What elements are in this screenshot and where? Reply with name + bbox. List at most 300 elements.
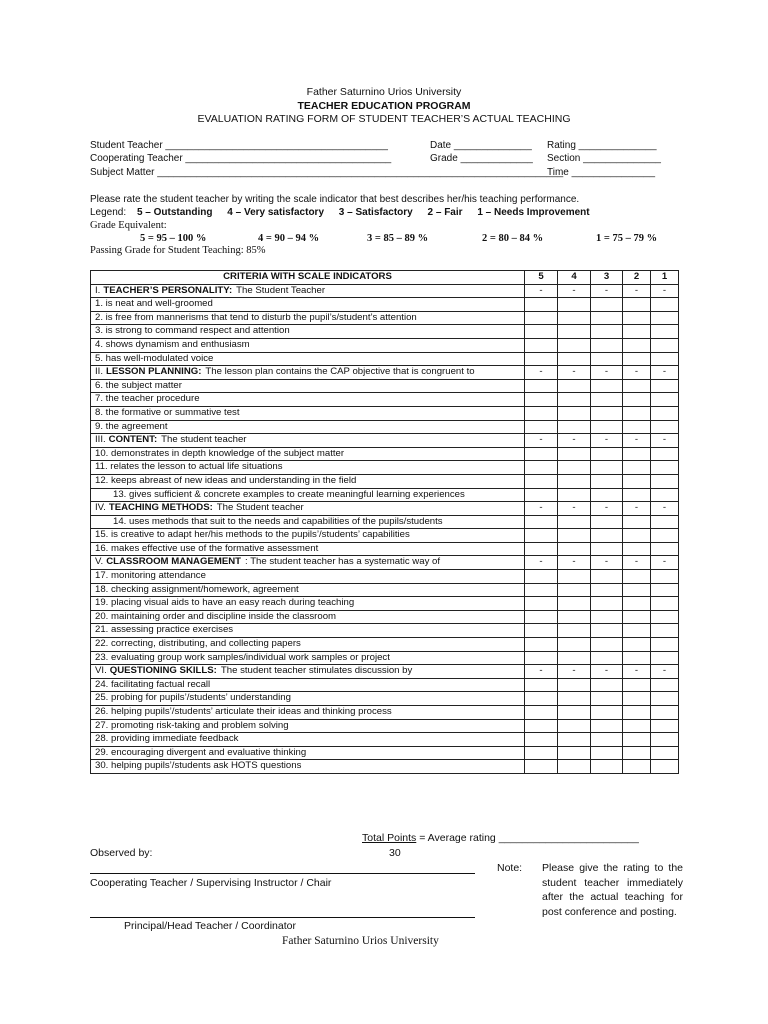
rating-cell[interactable] bbox=[525, 733, 558, 747]
rating-cell[interactable] bbox=[591, 488, 623, 502]
criterion-row bbox=[91, 706, 679, 720]
criterion-row bbox=[91, 692, 679, 706]
scale-header: 2 bbox=[623, 271, 651, 285]
rating-cell[interactable] bbox=[591, 406, 623, 420]
rating-cell[interactable] bbox=[525, 583, 558, 597]
criterion-text: 15. is creative to adapt her/his methods to the pupils’/students’ capabilities bbox=[91, 529, 525, 543]
rating-cell: - bbox=[525, 502, 558, 516]
rating-cell[interactable] bbox=[558, 760, 591, 774]
scale-header: 3 bbox=[591, 271, 623, 285]
rating-cell[interactable] bbox=[558, 515, 591, 529]
rating-cell[interactable] bbox=[558, 583, 591, 597]
criterion-row bbox=[91, 461, 679, 475]
rating-cell: - bbox=[525, 556, 558, 570]
rating-cell[interactable] bbox=[591, 597, 623, 611]
rating-cell[interactable] bbox=[525, 692, 558, 706]
criterion-row bbox=[91, 733, 679, 747]
rating-cell[interactable] bbox=[651, 760, 679, 774]
rating-cell[interactable] bbox=[525, 570, 558, 584]
rating-cell[interactable] bbox=[558, 311, 591, 325]
legend-item: 5 – Outstanding bbox=[136, 207, 213, 218]
criterion-row bbox=[91, 542, 679, 556]
rating-cell: - bbox=[623, 556, 651, 570]
section-number: III. bbox=[95, 434, 106, 446]
rating-cell[interactable] bbox=[623, 393, 651, 407]
criterion-text: 7. the teacher procedure bbox=[91, 393, 525, 407]
note-text: Please give the rating to the student teacher immediately after the actual teaching for post conference and posting. bbox=[542, 862, 683, 918]
rating-cell[interactable] bbox=[558, 393, 591, 407]
criteria-table bbox=[90, 270, 679, 774]
rating-cell[interactable] bbox=[525, 488, 558, 502]
rating-cell[interactable] bbox=[651, 692, 679, 706]
criterion-row bbox=[91, 393, 679, 407]
rating-cell[interactable] bbox=[525, 338, 558, 352]
section-row bbox=[91, 284, 679, 298]
section-title-cell bbox=[91, 434, 525, 448]
rating-cell[interactable] bbox=[651, 352, 679, 366]
legend-label: Legend: bbox=[90, 207, 127, 218]
criterion-row bbox=[91, 298, 679, 312]
rating-cell[interactable] bbox=[623, 624, 651, 638]
rating-cell[interactable] bbox=[651, 325, 679, 339]
rating-cell[interactable] bbox=[651, 461, 679, 475]
section-description: The Student teacher bbox=[216, 502, 304, 514]
rating-cell[interactable] bbox=[525, 393, 558, 407]
rating-cell[interactable] bbox=[591, 624, 623, 638]
criterion-row bbox=[91, 610, 679, 624]
grade-equivalent-item: 3 = 85 – 89 % bbox=[367, 233, 429, 244]
criterion-text: 3. is strong to command respect and attention bbox=[91, 325, 525, 339]
rating-cell[interactable] bbox=[623, 542, 651, 556]
criterion-text: 26. helping pupils’/students’ articulate their ideas and thinking process bbox=[91, 706, 525, 720]
rating-cell[interactable] bbox=[558, 406, 591, 420]
total-points-label: Total Points bbox=[362, 832, 417, 844]
rating-cell[interactable] bbox=[591, 651, 623, 665]
rating-cell[interactable] bbox=[623, 638, 651, 652]
rating-cell[interactable] bbox=[623, 406, 651, 420]
section-row bbox=[91, 502, 679, 516]
rating-cell[interactable] bbox=[651, 570, 679, 584]
rating-cell[interactable] bbox=[651, 393, 679, 407]
instructions-text: Please rate the student teacher by writing the scale indicator that best describes her/his teaching performance. bbox=[90, 194, 580, 205]
rating-cell[interactable] bbox=[651, 746, 679, 760]
rating-cell[interactable] bbox=[558, 692, 591, 706]
rating-cell[interactable] bbox=[591, 461, 623, 475]
section-number: IV. bbox=[95, 502, 106, 514]
criterion-text: 12. keeps abreast of new ideas and understanding in the field bbox=[91, 474, 525, 488]
criterion-text: 9. the agreement bbox=[91, 420, 525, 434]
criterion-text: 8. the formative or summative test bbox=[91, 406, 525, 420]
signature-line[interactable] bbox=[90, 917, 475, 918]
rating-cell: - bbox=[558, 434, 591, 448]
rating-cell[interactable] bbox=[591, 311, 623, 325]
rating-cell[interactable] bbox=[525, 298, 558, 312]
rating-cell[interactable] bbox=[623, 706, 651, 720]
rating-cell[interactable] bbox=[591, 760, 623, 774]
rating-cell: - bbox=[558, 284, 591, 298]
legend bbox=[90, 207, 590, 218]
rating-cell[interactable] bbox=[558, 338, 591, 352]
criterion-row bbox=[91, 746, 679, 760]
rating-cell[interactable] bbox=[623, 461, 651, 475]
rating-cell[interactable] bbox=[558, 651, 591, 665]
section-number: II. bbox=[95, 366, 103, 378]
section-description: The student teacher bbox=[161, 434, 247, 446]
rating-cell[interactable] bbox=[558, 529, 591, 543]
rating-cell[interactable] bbox=[591, 719, 623, 733]
rating-field[interactable]: Rating ______________ bbox=[547, 140, 657, 151]
criterion-text: 6. the subject matter bbox=[91, 379, 525, 393]
rating-cell: - bbox=[623, 366, 651, 380]
rating-cell[interactable] bbox=[651, 638, 679, 652]
rating-cell[interactable] bbox=[525, 420, 558, 434]
criterion-text: 5. has well-modulated voice bbox=[91, 352, 525, 366]
criterion-text: 18. checking assignment/homework, agreement bbox=[91, 583, 525, 597]
cooperating-teacher-field[interactable]: Cooperating Teacher _____________________________________ bbox=[90, 153, 392, 164]
note-label: Note: bbox=[497, 862, 523, 874]
criterion-text: 23. evaluating group work samples/individual work samples or project bbox=[91, 651, 525, 665]
legend-item: 2 – Fair bbox=[427, 207, 463, 218]
rating-cell[interactable] bbox=[558, 570, 591, 584]
observed-by-label: Observed by: bbox=[90, 847, 153, 859]
rating-cell[interactable] bbox=[558, 610, 591, 624]
rating-cell[interactable] bbox=[623, 610, 651, 624]
rating-cell: - bbox=[558, 665, 591, 679]
criterion-text: 11. relates the lesson to actual life situations bbox=[91, 461, 525, 475]
rating-cell[interactable] bbox=[558, 298, 591, 312]
grade-field[interactable]: Grade _____________ bbox=[430, 153, 533, 164]
rating-cell[interactable] bbox=[525, 760, 558, 774]
rating-cell[interactable] bbox=[623, 678, 651, 692]
rating-cell: - bbox=[651, 366, 679, 380]
rating-cell[interactable] bbox=[558, 461, 591, 475]
rating-cell[interactable] bbox=[591, 733, 623, 747]
section-title-cell bbox=[91, 366, 525, 380]
criteria-body bbox=[91, 284, 679, 773]
rating-cell: - bbox=[591, 665, 623, 679]
rating-cell[interactable] bbox=[591, 325, 623, 339]
grade-equivalent-item: 2 = 80 – 84 % bbox=[482, 233, 544, 244]
rating-cell[interactable] bbox=[651, 583, 679, 597]
section-title: TEACHER’S PERSONALITY: bbox=[103, 284, 233, 296]
rating-cell: - bbox=[651, 502, 679, 516]
rating-cell[interactable] bbox=[623, 325, 651, 339]
rating-cell[interactable] bbox=[651, 406, 679, 420]
rating-cell[interactable] bbox=[525, 597, 558, 611]
program-name: TEACHER EDUCATION PROGRAM bbox=[297, 100, 471, 112]
rating-cell[interactable] bbox=[623, 352, 651, 366]
rating-cell[interactable] bbox=[591, 352, 623, 366]
criterion-row bbox=[91, 420, 679, 434]
rating-cell[interactable] bbox=[651, 610, 679, 624]
rating-cell[interactable] bbox=[651, 338, 679, 352]
rating-cell[interactable] bbox=[623, 719, 651, 733]
criteria-header: CRITERIA WITH SCALE INDICATORS bbox=[91, 271, 525, 285]
rating-cell[interactable] bbox=[558, 719, 591, 733]
section-row bbox=[91, 665, 679, 679]
section-title-cell bbox=[91, 556, 525, 570]
section-description: The student teacher stimulates discussion by bbox=[220, 665, 413, 677]
rating-cell: - bbox=[623, 502, 651, 516]
rating-cell[interactable] bbox=[558, 488, 591, 502]
rating-cell[interactable] bbox=[558, 352, 591, 366]
rating-cell[interactable] bbox=[558, 325, 591, 339]
rating-cell[interactable] bbox=[651, 488, 679, 502]
rating-cell[interactable] bbox=[591, 529, 623, 543]
rating-cell[interactable] bbox=[623, 651, 651, 665]
rating-cell[interactable] bbox=[591, 393, 623, 407]
rating-cell[interactable] bbox=[591, 746, 623, 760]
rating-cell[interactable] bbox=[651, 447, 679, 461]
section-field[interactable]: Section ______________ bbox=[547, 153, 661, 164]
rating-cell[interactable] bbox=[623, 692, 651, 706]
rating-cell[interactable] bbox=[651, 420, 679, 434]
criterion-row bbox=[91, 488, 679, 502]
rating-cell[interactable] bbox=[591, 447, 623, 461]
rating-cell[interactable] bbox=[651, 311, 679, 325]
criterion-text: 24. facilitating factual recall bbox=[91, 678, 525, 692]
criterion-row bbox=[91, 338, 679, 352]
criterion-text: 1. is neat and well-groomed bbox=[91, 298, 525, 312]
rating-cell: - bbox=[651, 284, 679, 298]
criterion-row bbox=[91, 719, 679, 733]
criterion-text: 17. monitoring attendance bbox=[91, 570, 525, 584]
criterion-row bbox=[91, 638, 679, 652]
average-rating-field[interactable]: = Average rating ________________________ bbox=[419, 832, 639, 844]
section-row bbox=[91, 366, 679, 380]
divisor: 30 bbox=[389, 847, 401, 859]
rating-cell: - bbox=[651, 434, 679, 448]
criterion-text: 21. assessing practice exercises bbox=[91, 624, 525, 638]
rating-cell[interactable] bbox=[525, 610, 558, 624]
rating-cell[interactable] bbox=[651, 529, 679, 543]
rating-cell[interactable] bbox=[651, 379, 679, 393]
rating-cell[interactable] bbox=[623, 420, 651, 434]
rating-cell[interactable] bbox=[623, 746, 651, 760]
rating-cell[interactable] bbox=[525, 719, 558, 733]
rating-cell[interactable] bbox=[591, 638, 623, 652]
rating-cell[interactable] bbox=[558, 420, 591, 434]
rating-cell[interactable] bbox=[623, 570, 651, 584]
date-field[interactable]: Date ______________ bbox=[430, 140, 532, 151]
rating-cell[interactable] bbox=[525, 447, 558, 461]
rating-cell[interactable] bbox=[651, 733, 679, 747]
criterion-row bbox=[91, 624, 679, 638]
rating-cell[interactable] bbox=[525, 706, 558, 720]
rating-cell: - bbox=[651, 556, 679, 570]
rating-cell[interactable] bbox=[525, 311, 558, 325]
rating-cell[interactable] bbox=[623, 733, 651, 747]
rating-cell[interactable] bbox=[525, 638, 558, 652]
rating-cell[interactable] bbox=[591, 692, 623, 706]
university-footer: Father Saturnino Urios University bbox=[282, 935, 439, 947]
rating-cell[interactable] bbox=[558, 542, 591, 556]
criterion-row bbox=[91, 651, 679, 665]
criterion-text: 13. gives sufficient & concrete examples to create meaningful learning experiences bbox=[91, 488, 525, 502]
section-number: I. bbox=[95, 284, 101, 296]
rating-cell[interactable] bbox=[591, 610, 623, 624]
criterion-text: 20. maintaining order and discipline inside the classroom bbox=[91, 610, 525, 624]
section-row bbox=[91, 556, 679, 570]
rating-cell[interactable] bbox=[623, 597, 651, 611]
criterion-row bbox=[91, 311, 679, 325]
section-description: The Student Teacher bbox=[236, 284, 326, 296]
rating-cell[interactable] bbox=[525, 651, 558, 665]
legend-item: 4 – Very satisfactory bbox=[227, 207, 325, 218]
legend-item: 1 – Needs Improvement bbox=[477, 207, 590, 218]
rating-cell[interactable] bbox=[623, 488, 651, 502]
rating-cell[interactable] bbox=[525, 406, 558, 420]
rating-cell[interactable] bbox=[558, 678, 591, 692]
rating-cell: - bbox=[651, 665, 679, 679]
rating-cell[interactable] bbox=[558, 733, 591, 747]
rating-cell: - bbox=[591, 502, 623, 516]
criterion-row bbox=[91, 515, 679, 529]
rating-cell[interactable] bbox=[525, 352, 558, 366]
criterion-text: 4. shows dynamism and enthusiasm bbox=[91, 338, 525, 352]
rating-cell[interactable] bbox=[623, 298, 651, 312]
rating-cell[interactable] bbox=[591, 298, 623, 312]
criterion-row bbox=[91, 379, 679, 393]
rating-cell[interactable] bbox=[558, 706, 591, 720]
rating-cell[interactable] bbox=[558, 447, 591, 461]
criterion-row bbox=[91, 597, 679, 611]
signature-line[interactable] bbox=[90, 873, 475, 874]
scale-header: 1 bbox=[651, 271, 679, 285]
criterion-text: 2. is free from mannerisms that tend to disturb the pupil’s/student’s attention bbox=[91, 311, 525, 325]
criterion-text: 28. providing immediate feedback bbox=[91, 733, 525, 747]
rating-cell[interactable] bbox=[525, 325, 558, 339]
criterion-row bbox=[91, 529, 679, 543]
rating-cell[interactable] bbox=[525, 542, 558, 556]
rating-cell[interactable] bbox=[651, 542, 679, 556]
scale-header: 5 bbox=[525, 271, 558, 285]
passing-grade: Passing Grade for Student Teaching: 85% bbox=[90, 245, 266, 256]
table-header-row bbox=[91, 271, 679, 285]
rating-cell[interactable] bbox=[591, 678, 623, 692]
section-title: LESSON PLANNING: bbox=[106, 366, 202, 378]
university-name: Father Saturnino Urios University bbox=[306, 86, 462, 98]
rating-cell[interactable] bbox=[558, 624, 591, 638]
rating-cell[interactable] bbox=[558, 379, 591, 393]
grade-equivalent-label: Grade Equivalent: bbox=[90, 220, 167, 231]
rating-cell[interactable] bbox=[525, 379, 558, 393]
rating-cell[interactable] bbox=[558, 746, 591, 760]
rating-cell[interactable] bbox=[623, 474, 651, 488]
section-title: CONTENT: bbox=[108, 434, 158, 446]
rating-cell[interactable] bbox=[623, 379, 651, 393]
rating-cell[interactable] bbox=[525, 624, 558, 638]
signatories-line-1: Cooperating Teacher / Supervising Instructor / Chair bbox=[90, 877, 332, 889]
rating-cell[interactable] bbox=[525, 474, 558, 488]
subject-matter-field[interactable]: Subject Matter _________________________________________________________________________ bbox=[90, 167, 564, 178]
rating-cell[interactable] bbox=[651, 651, 679, 665]
rating-cell[interactable] bbox=[525, 461, 558, 475]
rating-cell: - bbox=[525, 665, 558, 679]
rating-cell: - bbox=[591, 434, 623, 448]
rating-cell[interactable] bbox=[591, 515, 623, 529]
criterion-row bbox=[91, 583, 679, 597]
criterion-row bbox=[91, 352, 679, 366]
rating-cell[interactable] bbox=[591, 570, 623, 584]
criterion-text: 19. placing visual aids to have an easy reach during teaching bbox=[91, 597, 525, 611]
rating-cell: - bbox=[525, 366, 558, 380]
rating-cell[interactable] bbox=[651, 678, 679, 692]
criterion-text: 25. probing for pupils’/students’ understanding bbox=[91, 692, 525, 706]
form-title: EVALUATION RATING FORM OF STUDENT TEACHER’S ACTUAL TEACHING bbox=[197, 113, 571, 125]
rating-cell: - bbox=[623, 434, 651, 448]
student-teacher-field[interactable]: Student Teacher ________________________________________ bbox=[90, 140, 388, 151]
rating-cell[interactable] bbox=[525, 746, 558, 760]
grade-equivalent-item: 4 = 90 – 94 % bbox=[258, 233, 320, 244]
section-title-cell bbox=[91, 665, 525, 679]
rating-cell[interactable] bbox=[651, 624, 679, 638]
rating-cell[interactable] bbox=[651, 719, 679, 733]
criterion-text: 14. uses methods that suit to the needs and capabilities of the pupils/students bbox=[91, 515, 525, 529]
rating-cell[interactable] bbox=[623, 447, 651, 461]
rating-cell[interactable] bbox=[651, 474, 679, 488]
rating-cell[interactable] bbox=[525, 529, 558, 543]
section-description: : The student teacher has a systematic way of bbox=[245, 556, 441, 568]
rating-cell[interactable] bbox=[591, 379, 623, 393]
rating-cell[interactable] bbox=[558, 474, 591, 488]
criterion-text: 29. encouraging divergent and evaluative thinking bbox=[91, 746, 525, 760]
rating-cell[interactable] bbox=[591, 338, 623, 352]
rating-cell[interactable] bbox=[558, 597, 591, 611]
rating-cell[interactable] bbox=[558, 638, 591, 652]
rating-cell[interactable] bbox=[591, 420, 623, 434]
criterion-row bbox=[91, 325, 679, 339]
rating-cell[interactable] bbox=[525, 515, 558, 529]
rating-cell[interactable] bbox=[651, 298, 679, 312]
rating-cell[interactable] bbox=[525, 678, 558, 692]
rating-cell[interactable] bbox=[591, 542, 623, 556]
criterion-text: 22. correcting, distributing, and collecting papers bbox=[91, 638, 525, 652]
rating-cell: - bbox=[623, 284, 651, 298]
criterion-row bbox=[91, 474, 679, 488]
criterion-row bbox=[91, 406, 679, 420]
rating-cell[interactable] bbox=[623, 311, 651, 325]
rating-cell[interactable] bbox=[591, 474, 623, 488]
rating-cell[interactable] bbox=[623, 529, 651, 543]
rating-cell[interactable] bbox=[623, 583, 651, 597]
rating-cell[interactable] bbox=[623, 515, 651, 529]
rating-cell[interactable] bbox=[623, 338, 651, 352]
total-points-formula bbox=[362, 832, 639, 844]
section-title: QUESTIONING SKILLS: bbox=[109, 665, 217, 677]
criterion-text: 16. makes effective use of the formative assessment bbox=[91, 542, 525, 556]
rating-cell[interactable] bbox=[651, 597, 679, 611]
rating-cell[interactable] bbox=[651, 706, 679, 720]
rating-cell[interactable] bbox=[623, 760, 651, 774]
criterion-row bbox=[91, 678, 679, 692]
section-number: V. bbox=[95, 556, 104, 568]
time-field[interactable]: Time _______________ bbox=[547, 167, 656, 178]
grade-equivalent-item: 1 = 75 – 79 % bbox=[596, 233, 658, 244]
criterion-text: 27. promoting risk-taking and problem solving bbox=[91, 719, 525, 733]
rating-cell[interactable] bbox=[591, 583, 623, 597]
rating-cell[interactable] bbox=[591, 706, 623, 720]
section-title-cell bbox=[91, 502, 525, 516]
section-title: CLASSROOM MANAGEMENT bbox=[106, 556, 242, 568]
grade-equivalent-item: 5 = 95 – 100 % bbox=[140, 233, 207, 244]
legend-item: 3 – Satisfactory bbox=[338, 207, 413, 218]
criterion-text: 10. demonstrates in depth knowledge of the subject matter bbox=[91, 447, 525, 461]
scale-header: 4 bbox=[558, 271, 591, 285]
rating-cell: - bbox=[591, 366, 623, 380]
signatories-line-2: Principal/Head Teacher / Coordinator bbox=[124, 920, 296, 932]
rating-cell[interactable] bbox=[651, 515, 679, 529]
